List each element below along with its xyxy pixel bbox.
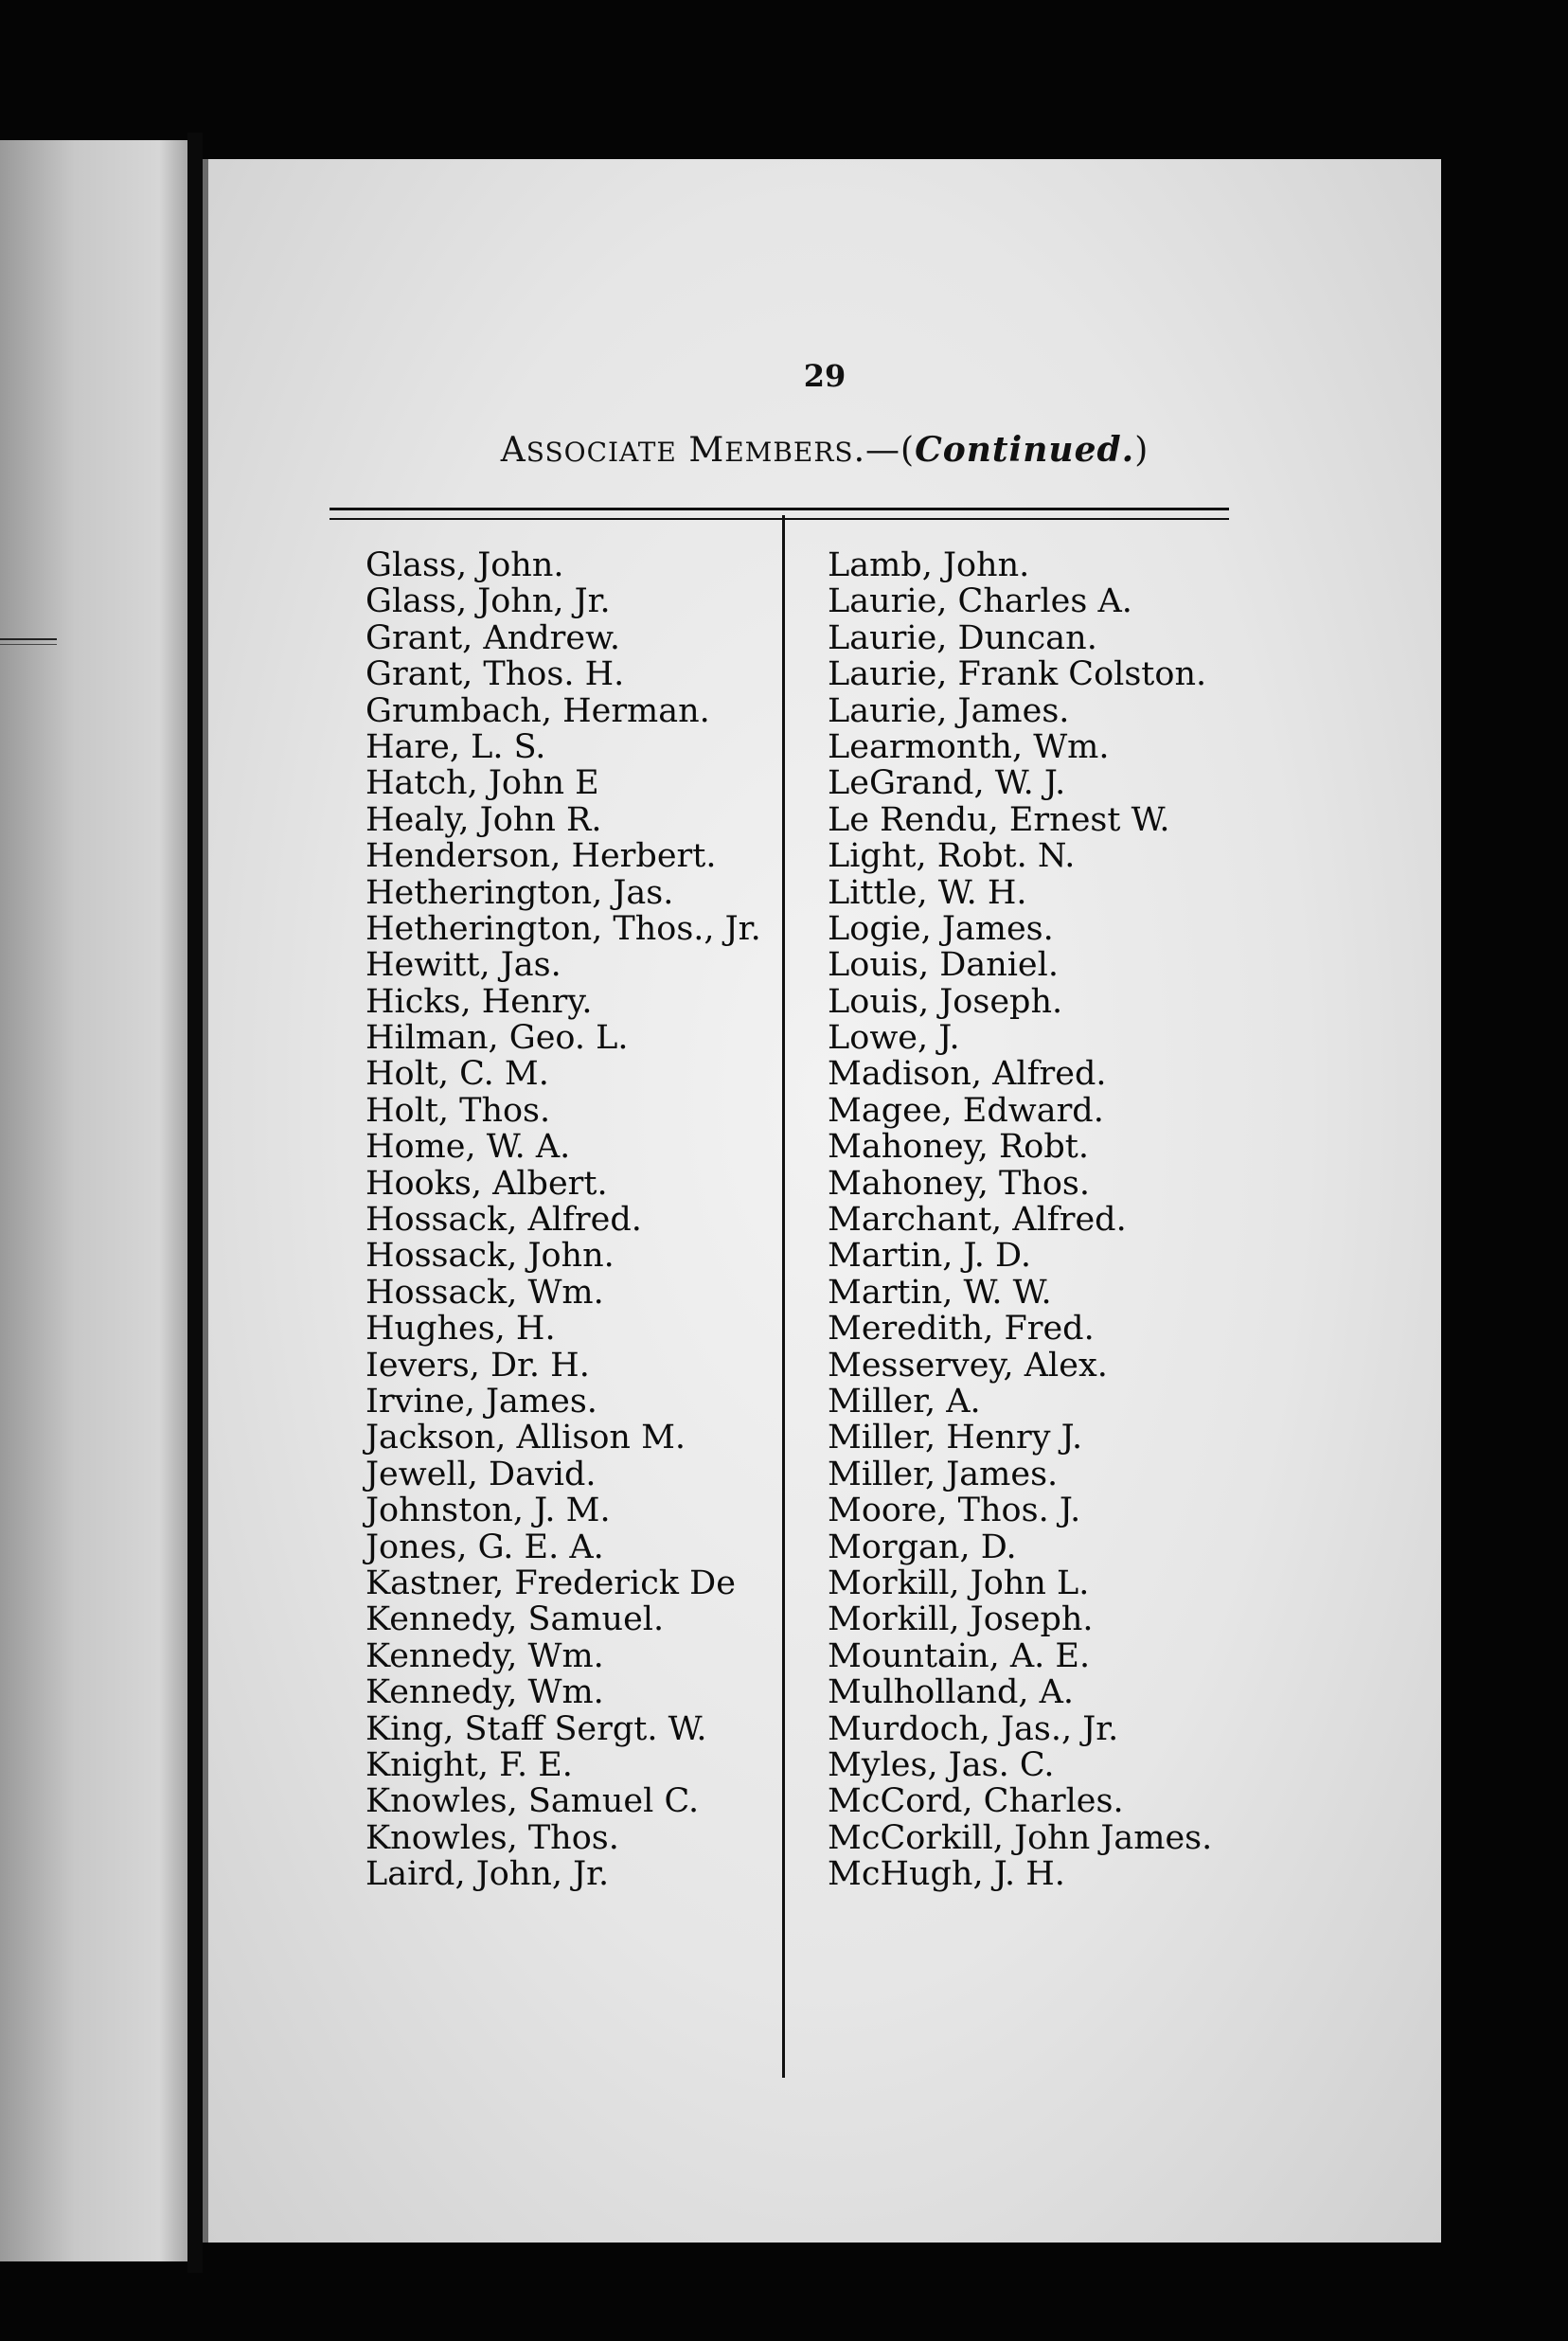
member-name: Louis, Daniel. (828, 946, 1059, 985)
member-name: Kennedy, Wm. (365, 1673, 604, 1712)
member-name: Kastner, Frederick De (365, 1564, 736, 1602)
member-name: Hicks, Henry. (365, 982, 593, 1021)
member-name: Miller, James. (828, 1455, 1059, 1493)
member-name: Hilman, Geo. L. (365, 1019, 629, 1058)
member-name: Knowles, Samuel C. (365, 1782, 700, 1821)
member-name: Logie, James. (828, 909, 1054, 948)
member-name: Mountain, A. E. (828, 1636, 1091, 1675)
member-name: Lamb, John. (828, 546, 1030, 584)
member-name: King, Staff Sergt. W. (365, 1709, 707, 1748)
member-name: Holt, C. M. (365, 1055, 549, 1094)
column-divider (782, 515, 785, 2078)
continued-label: Continued. (915, 430, 1135, 470)
member-name: McCord, Charles. (828, 1782, 1124, 1821)
member-name: Myles, Jas. C. (828, 1745, 1055, 1784)
member-name: Morgan, D. (828, 1528, 1017, 1566)
member-name: Hewitt, Jas. (365, 946, 561, 985)
member-name: Light, Robt. N. (828, 837, 1076, 876)
member-name: Hare, L. S. (365, 727, 546, 766)
member-name: Morkill, John L. (828, 1564, 1090, 1602)
member-name: Laurie, Duncan. (828, 618, 1097, 657)
member-name: Mahoney, Thos. (828, 1164, 1090, 1203)
member-name: Miller, A. (828, 1382, 981, 1421)
member-name: Marchant, Alfred. (828, 1201, 1127, 1240)
member-name: Home, W. A. (365, 1128, 571, 1167)
member-name: Laurie, Charles A. (828, 582, 1132, 621)
member-name: Louis, Joseph. (828, 982, 1063, 1021)
member-name: Ievers, Dr. H. (365, 1346, 590, 1385)
member-name: Madison, Alfred. (828, 1055, 1107, 1094)
member-name: Healy, John R. (365, 800, 602, 839)
right-column-list (828, 547, 1212, 1892)
member-name: McCorkill, John James. (828, 1818, 1213, 1857)
member-name: Lowe, J. (828, 1019, 960, 1058)
member-name: Meredith, Fred. (828, 1310, 1095, 1349)
member-name: Knight, F. E. (365, 1745, 573, 1784)
member-name: Mahoney, Robt. (828, 1128, 1089, 1167)
book-gutter (187, 133, 203, 2273)
section-heading: ASSOCIATE MEMBERS.—(Continued.) (500, 430, 1149, 470)
member-name: LeGrand, W. J. (828, 764, 1066, 803)
member-name: Moore, Thos. J. (828, 1492, 1081, 1530)
page-number: 29 (803, 358, 846, 394)
member-name: Glass, John. (365, 546, 564, 584)
member-name: Johnston, J. M. (365, 1492, 611, 1530)
member-name: Learmonth, Wm. (828, 727, 1110, 766)
member-name: Laurie, James. (828, 691, 1070, 730)
member-name: Hughes, H. (365, 1310, 556, 1349)
member-name: McHugh, J. H. (828, 1855, 1065, 1894)
member-name: Glass, John, Jr. (365, 582, 611, 621)
member-name: Kennedy, Wm. (365, 1636, 604, 1675)
member-name: Holt, Thos. (365, 1091, 551, 1130)
member-name: Hossack, Wm. (365, 1273, 604, 1312)
adjacent-page-edge (0, 140, 187, 2261)
member-name: Hatch, John E (365, 764, 599, 803)
member-name: Martin, J. D. (828, 1237, 1031, 1276)
adjacent-page-rule (0, 638, 57, 645)
member-name: Hetherington, Jas. (365, 873, 674, 912)
member-name: Knowles, Thos. (365, 1818, 619, 1857)
member-name: Grant, Thos. H. (365, 655, 625, 694)
member-name: Little, W. H. (828, 873, 1027, 912)
member-name: Messervey, Alex. (828, 1346, 1108, 1385)
member-name: Laird, John, Jr. (365, 1855, 610, 1894)
member-name: Jewell, David. (365, 1455, 597, 1493)
member-name: Hooks, Albert. (365, 1164, 608, 1203)
member-name: Magee, Edward. (828, 1091, 1104, 1130)
page (203, 159, 1441, 2243)
member-name: Henderson, Herbert. (365, 837, 717, 876)
heading-double-rule (330, 508, 1229, 520)
member-name: Hossack, John. (365, 1237, 615, 1276)
member-name: Murdoch, Jas., Jr. (828, 1709, 1119, 1748)
member-name: Hossack, Alfred. (365, 1201, 642, 1240)
member-name: Hetherington, Thos., Jr. (365, 909, 761, 948)
member-name: Kennedy, Samuel. (365, 1600, 665, 1639)
member-name: Grant, Andrew. (365, 618, 621, 657)
member-name: Martin, W. W. (828, 1273, 1052, 1312)
member-name: Laurie, Frank Colston. (828, 655, 1207, 694)
member-name: Miller, Henry J. (828, 1419, 1083, 1457)
member-name: Mulholland, A. (828, 1673, 1075, 1712)
member-name: Morkill, Joseph. (828, 1600, 1094, 1639)
member-name: Jones, G. E. A. (365, 1528, 604, 1566)
member-name: Irvine, James. (365, 1382, 597, 1421)
member-name: Jackson, Allison M. (365, 1419, 686, 1457)
member-name: Grumbach, Herman. (365, 691, 710, 730)
left-column-list (365, 547, 761, 1892)
member-name: Le Rendu, Ernest W. (828, 800, 1170, 839)
